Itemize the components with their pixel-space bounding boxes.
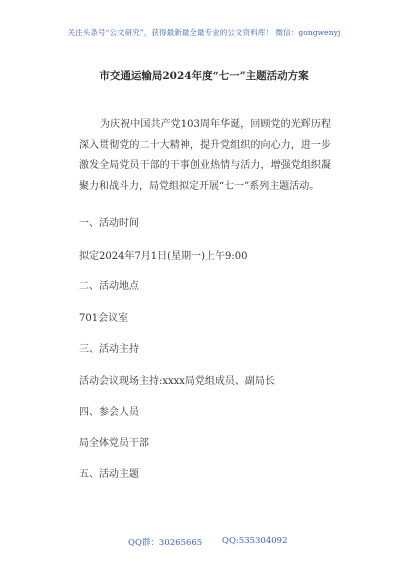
page-footer <box>0 536 408 550</box>
promo-banner: 关注头条号“公文研究”，获得最新最全最专业的公文资料库！ 微信：gongwenyj <box>67 28 341 37</box>
intro-paragraph: 为庆祝中国共产党103周年华诞，回顾党的光辉历程深入贯彻党的二十大精神，提升党组织的向心力，进一步激发全局党员干部的干事创业热情与活力，增强党组织凝聚力和战斗力，局党组拟定开展“七一”系列主题活动。 <box>79 119 331 192</box>
section-content-host: 活动会议现场主持:xxxx局党组成员、副局长 <box>79 376 275 387</box>
section-heading-attendees: 四、参会人员 <box>79 407 139 418</box>
section-content-time: 拟定2024年7月1日(星期一)上午9:00 <box>79 251 248 262</box>
footer-qq-group: QQ群：30265665 <box>128 538 203 548</box>
section-heading-theme: 五、活动主题 <box>79 469 139 480</box>
section-content-attendees: 局全体党员干部 <box>79 438 149 449</box>
document-title: 市交通运输局2024年度“七一”主题活动方案 <box>99 70 309 82</box>
section-content-location: 701会议室 <box>79 313 129 324</box>
section-heading-time: 一、活动时间 <box>79 218 139 229</box>
section-heading-location: 二、活动地点 <box>79 281 139 292</box>
footer-qq-number: QQ:535304092 <box>222 536 288 546</box>
section-heading-host: 三、活动主持 <box>79 344 139 355</box>
